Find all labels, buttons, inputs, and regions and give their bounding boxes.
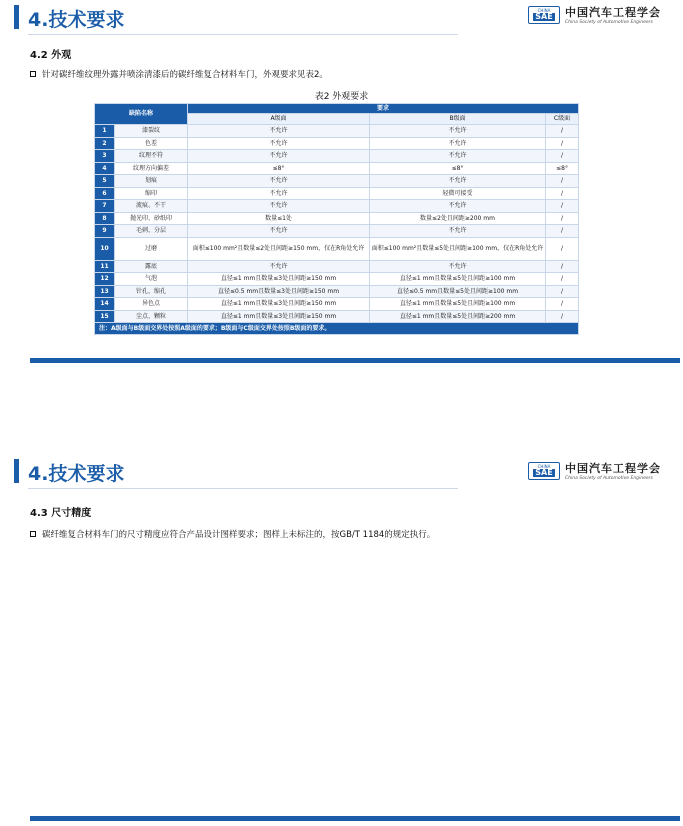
slide-dimensional-accuracy: [0, 452, 683, 826]
c-grade-requirement: /: [546, 175, 579, 188]
b-grade-requirement: 不允许: [370, 150, 546, 163]
row-number: 5: [95, 175, 115, 188]
table-row: [95, 187, 579, 200]
defect-name: 异色点: [115, 298, 188, 311]
table-row: [95, 200, 579, 213]
row-number: 7: [95, 200, 115, 213]
b-grade-requirement: ≤8°: [370, 162, 546, 175]
section-heading: 4.2 外观: [30, 50, 72, 61]
bullet-paragraph: [30, 68, 328, 80]
a-grade-requirement: 直径≤1 mm且数量≤3处且间距≥150 mm: [188, 310, 370, 323]
org-name-cn: 中国汽车工程学会: [565, 462, 661, 475]
defect-name: 抛光印、砂纸印: [115, 212, 188, 225]
c-grade-requirement: /: [546, 285, 579, 298]
defect-name: 毛刺、分层: [115, 225, 188, 238]
b-grade-requirement: 直径≤0.5 mm且数量≤5处且间距≥100 mm: [370, 285, 546, 298]
row-number: 13: [95, 285, 115, 298]
a-grade-requirement: ≤8°: [188, 162, 370, 175]
a-grade-requirement: 面积≤100 mm²且数量≤2处且间距≥150 mm，仅在R角处允许: [188, 237, 370, 260]
row-number: 11: [95, 260, 115, 273]
a-grade-requirement: 直径≤1 mm且数量≤3处且间距≥150 mm: [188, 298, 370, 311]
a-grade-requirement: 不允许: [188, 260, 370, 273]
table-row: [95, 260, 579, 273]
bottom-bar: [30, 816, 680, 821]
b-grade-requirement: 轻微可接受: [370, 187, 546, 200]
row-number: 14: [95, 298, 115, 311]
c-grade-requirement: /: [546, 310, 579, 323]
c-grade-requirement: /: [546, 150, 579, 163]
bottom-bar: [30, 358, 680, 363]
defect-name: 漆裂纹: [115, 125, 188, 138]
org-name-cn: 中国汽车工程学会: [565, 6, 661, 19]
row-number: 15: [95, 310, 115, 323]
b-grade-requirement: 不允许: [370, 137, 546, 150]
title-accent-bar: [14, 5, 19, 29]
a-grade-requirement: 不允许: [188, 125, 370, 138]
page-title: 4.技术要求: [28, 9, 125, 31]
defect-name: 流痕、不干: [115, 200, 188, 213]
c-grade-requirement: /: [546, 273, 579, 286]
c-grade-requirement: /: [546, 298, 579, 311]
table-row: [95, 150, 579, 163]
section-heading: 4.3 尺寸精度: [30, 508, 92, 519]
page-title: 4.技术要求: [28, 463, 125, 485]
table-row: [95, 285, 579, 298]
header-requirement: 要求: [188, 104, 579, 114]
table-row: [95, 175, 579, 188]
b-grade-requirement: 不允许: [370, 200, 546, 213]
row-number: 12: [95, 273, 115, 286]
defect-name: 尘点、颗粒: [115, 310, 188, 323]
badge-main-text: SAE: [535, 11, 553, 21]
slide-appearance: [0, 0, 683, 364]
table-row: [95, 212, 579, 225]
b-grade-requirement: 不允许: [370, 260, 546, 273]
badge-top-text: CHINA: [537, 463, 551, 469]
table-caption: 表2 外观要求: [314, 92, 369, 102]
b-grade-requirement: 数量≤2处且间距≥200 mm: [370, 212, 546, 225]
defect-name: 气泡: [115, 273, 188, 286]
table-row: [95, 125, 579, 138]
defect-name: 露底: [115, 260, 188, 273]
bullet-text: 碳纤维复合材料车门的尺寸精度应符合产品设计图样要求；图样上未标注的，按GB/T 1184的规定执行。: [42, 530, 436, 540]
table-row: [95, 273, 579, 286]
header-a-grade: A级面: [188, 114, 370, 125]
c-grade-requirement: /: [546, 225, 579, 238]
c-grade-requirement: /: [546, 237, 579, 260]
c-grade-requirement: /: [546, 125, 579, 138]
c-grade-requirement: ≤8°: [546, 162, 579, 175]
table-row: [95, 162, 579, 175]
defect-name: 纹理方向偏差: [115, 162, 188, 175]
header-c-grade: C级面: [546, 114, 579, 125]
defect-name: 纹理不符: [115, 150, 188, 163]
sae-badge-icon: [528, 462, 560, 480]
table-note: 注：A级面与B级面交界处按照A级面的要求；B级面与C级面交界处按照B级面的要求。: [95, 323, 579, 335]
table-row: [95, 310, 579, 323]
defect-name: 过磨: [115, 237, 188, 260]
org-name-en: China Society of Automotive Engineers: [565, 476, 653, 481]
title-accent-bar: [14, 459, 19, 483]
table-row: [95, 137, 579, 150]
row-number: 4: [95, 162, 115, 175]
table-row: [95, 298, 579, 311]
b-grade-requirement: 直径≤1 mm且数量≤5处且间距≥100 mm: [370, 273, 546, 286]
csae-logo: [528, 4, 661, 25]
b-grade-requirement: 不允许: [370, 175, 546, 188]
row-number: 10: [95, 237, 115, 260]
a-grade-requirement: 不允许: [188, 225, 370, 238]
defect-name: 划痕: [115, 175, 188, 188]
defect-name: 缩印: [115, 187, 188, 200]
c-grade-requirement: /: [546, 137, 579, 150]
defect-name: 针孔、缩孔: [115, 285, 188, 298]
title-underline: [28, 488, 458, 489]
sae-badge-icon: [528, 6, 560, 24]
b-grade-requirement: 不允许: [370, 225, 546, 238]
defect-name: 色差: [115, 137, 188, 150]
bullet-paragraph: [30, 528, 435, 540]
c-grade-requirement: /: [546, 212, 579, 225]
row-number: 1: [95, 125, 115, 138]
square-bullet-icon: [30, 71, 36, 77]
badge-main-text: SAE: [535, 467, 553, 477]
row-number: 6: [95, 187, 115, 200]
a-grade-requirement: 不允许: [188, 137, 370, 150]
header-b-grade: B级面: [370, 114, 546, 125]
a-grade-requirement: 数量≤1处: [188, 212, 370, 225]
b-grade-requirement: 直径≤1 mm且数量≤5处且间距≥100 mm: [370, 298, 546, 311]
badge-top-text: CHINA: [537, 7, 551, 13]
bullet-text: 针对碳纤维纹理外露并喷涂清漆后的碳纤维复合材料车门，外观要求见表2。: [42, 70, 328, 80]
csae-logo: [528, 460, 661, 481]
row-number: 3: [95, 150, 115, 163]
a-grade-requirement: 不允许: [188, 150, 370, 163]
row-number: 9: [95, 225, 115, 238]
c-grade-requirement: /: [546, 260, 579, 273]
a-grade-requirement: 不允许: [188, 175, 370, 188]
square-bullet-icon: [30, 531, 36, 537]
c-grade-requirement: /: [546, 200, 579, 213]
table-row: [95, 225, 579, 238]
c-grade-requirement: /: [546, 187, 579, 200]
a-grade-requirement: 不允许: [188, 187, 370, 200]
b-grade-requirement: 不允许: [370, 125, 546, 138]
org-name-en: China Society of Automotive Engineers: [565, 20, 653, 25]
row-number: 8: [95, 212, 115, 225]
b-grade-requirement: 直径≤1 mm且数量≤5处且间距≥200 mm: [370, 310, 546, 323]
header-defect-name: 缺陷名称: [95, 104, 188, 125]
b-grade-requirement: 面积≤100 mm²且数量≤5处且间距≥100 mm，仅在R角处允许: [370, 237, 546, 260]
a-grade-requirement: 直径≤1 mm且数量≤3处且间距≥150 mm: [188, 273, 370, 286]
appearance-table: [94, 103, 579, 335]
row-number: 2: [95, 137, 115, 150]
table-row: [95, 237, 579, 260]
title-underline: [28, 34, 458, 35]
a-grade-requirement: 不允许: [188, 200, 370, 213]
a-grade-requirement: 直径≤0.5 mm且数量≤3处且间距≥150 mm: [188, 285, 370, 298]
